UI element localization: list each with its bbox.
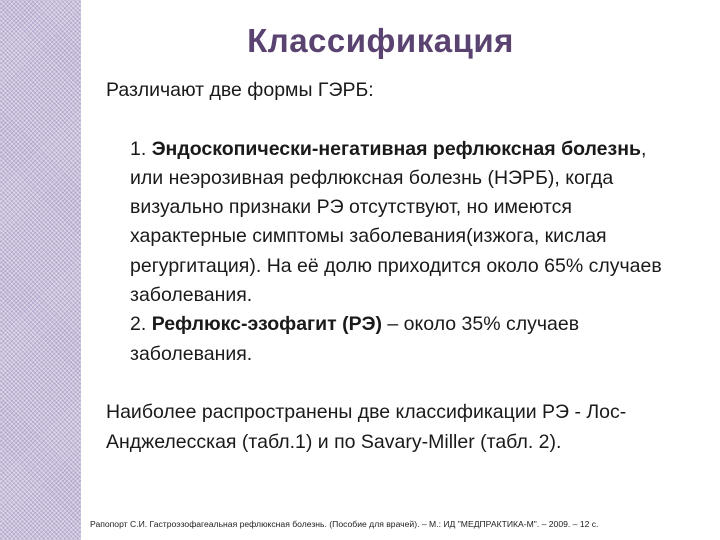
list-item-2-number: 2. bbox=[130, 313, 147, 336]
source-footnote: Рапопорт С.И. Гастроэзофагеальная рефлюксная болезнь. (Пособие для врачей). – М.: ИД "МЕДПРАКТИКА-М". – 2009. – 12 с. bbox=[90, 519, 599, 529]
list-item-1-number: 1. bbox=[130, 137, 147, 160]
slide-body bbox=[106, 76, 681, 457]
intro-text: Различают две формы ГЭРБ: bbox=[106, 79, 374, 101]
slide-title: Классификация bbox=[247, 22, 514, 59]
list-item-2-bold: Рефлюкс-эзофагит (РЭ) bbox=[151, 313, 382, 336]
blank-line bbox=[106, 105, 681, 134]
list-item-1 bbox=[106, 135, 681, 311]
conclusion-text: Наиболее распространены две классификации РЭ - Лос-Анджелесская (табл.1) и по Savary-Miller (табл. 2). bbox=[106, 401, 627, 453]
blank-line bbox=[106, 369, 681, 398]
list-item-1-bold: Эндоскопически-негативная рефлюксная болезнь bbox=[151, 137, 641, 160]
list-item-1-text: , или неэрозивная рефлюксная болезнь (НЭРБ), когда визуально признаки РЭ отсутствуют, но имеются характерные симптомы заболевания(изжога, кислая регургитация). На её долю приходится около 65% случаев заболевания. bbox=[130, 137, 662, 307]
list-item-2-text: – около 35% случаев заболевания. bbox=[130, 313, 580, 365]
list-item-2 bbox=[106, 310, 681, 369]
decorative-side-band bbox=[0, 0, 81, 540]
